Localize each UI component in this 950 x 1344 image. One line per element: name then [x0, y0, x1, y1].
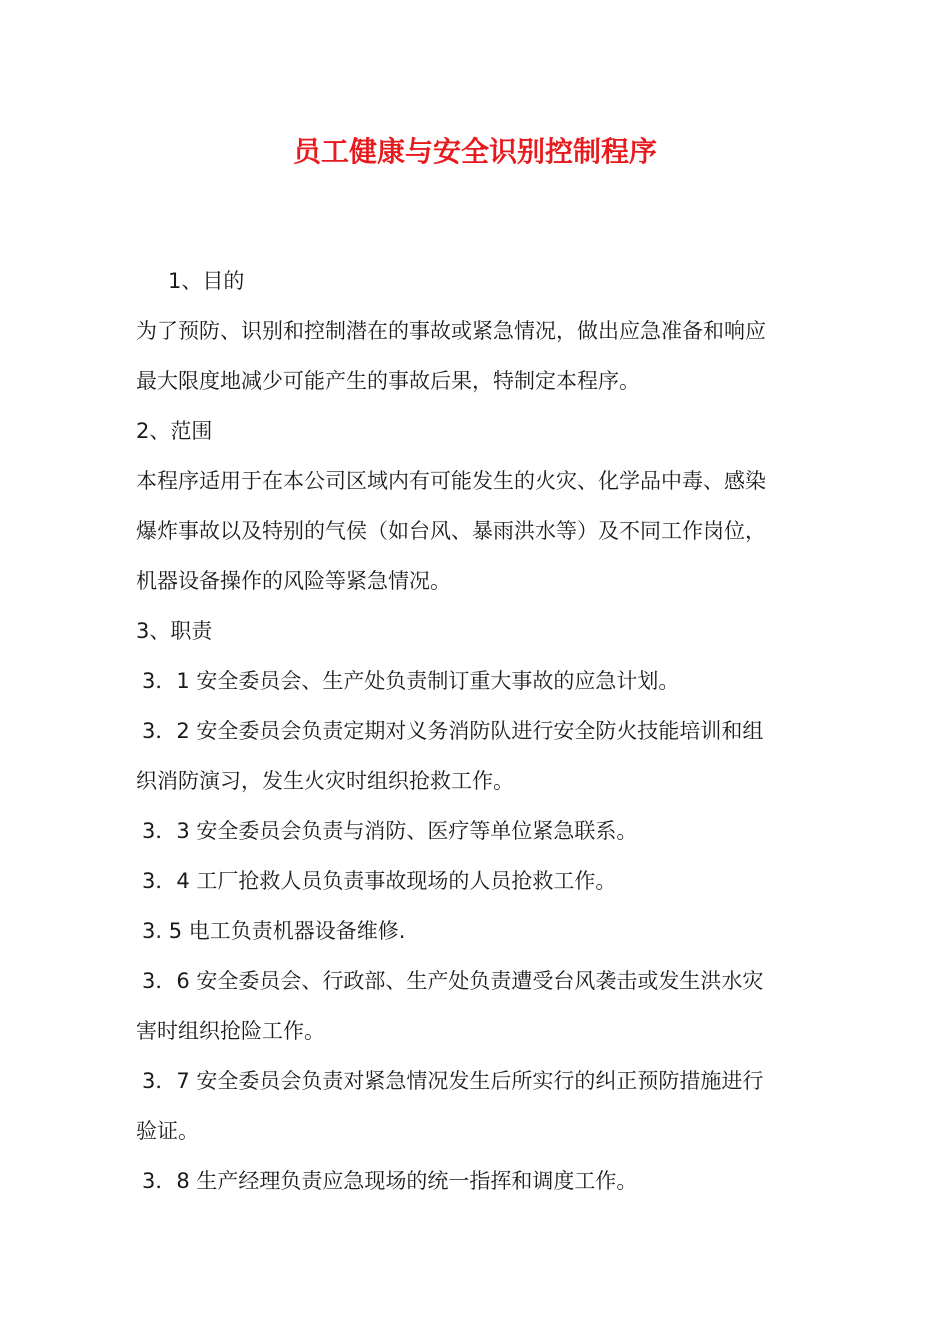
text-line: 害时组织抢险工作。: [136, 1019, 325, 1043]
text-line: 本程序适用于在本公司区域内有可能发生的火灾、化学品中毒、感染: [136, 469, 766, 493]
text-line: 3．2 安全委员会负责定期对义务消防队进行安全防火技能培训和组: [142, 719, 764, 743]
text-line: 3．6 安全委员会、行政部、生产处负责遭受台风袭击或发生洪水灾: [142, 969, 764, 993]
text-line: 3．8 生产经理负责应急现场的统一指挥和调度工作。: [142, 1169, 638, 1193]
text-line: 3．7 安全委员会负责对紧急情况发生后所实行的纠正预防措施进行: [142, 1069, 764, 1093]
text-line: 3、职责: [136, 619, 213, 643]
text-line: 机器设备操作的风险等紧急情况。: [136, 569, 451, 593]
document-body: [136, 256, 826, 1206]
text-line: 验证。: [136, 1119, 199, 1143]
text-line: 织消防演习，发生火灾时组织抢救工作。: [136, 769, 514, 793]
text-line: 爆炸事故以及特别的气侯（如台风、暴雨洪水等）及不同工作岗位，: [136, 519, 766, 543]
text-line: 最大限度地减少可能产生的事故后果，特制定本程序。: [136, 369, 640, 393]
text-line: 3. 5 电工负责机器设备维修.: [142, 919, 406, 943]
text-line: 3．3 安全委员会负责与消防、医疗等单位紧急联系。: [142, 819, 638, 843]
text-line: 为了预防、识别和控制潜在的事故或紧急情况，做出应急准备和响应: [136, 319, 766, 343]
document-title: 员工健康与安全识别控制程序: [292, 135, 657, 168]
text-line: 3．1 安全委员会、生产处负责制订重大事故的应急计划。: [142, 669, 680, 693]
text-line: 2、范围: [136, 419, 213, 443]
text-line: 3．4 工厂抢救人员负责事故现场的人员抢救工作。: [142, 869, 617, 893]
text-line: 1、目的: [168, 269, 245, 293]
